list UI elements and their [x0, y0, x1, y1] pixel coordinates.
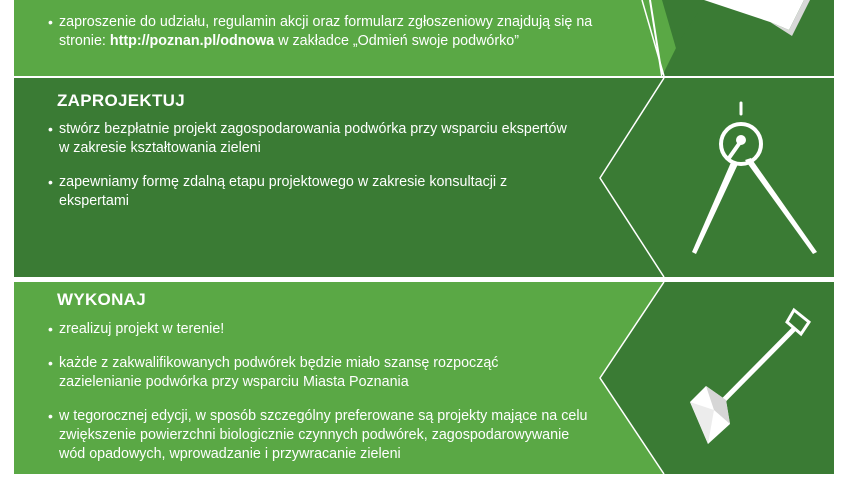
section-invite [14, 0, 834, 76]
section-execute [14, 282, 834, 474]
section-design-heading: ZAPROJEKTUJ [57, 91, 185, 110]
section-execute-heading: WYKONAJ [57, 290, 146, 309]
list-item: • zapewniamy formę zdalną etapu projektowego w zakresie konsultacji z ekspertami [48, 173, 579, 211]
bullet-text-tail: w zakładce „Odmień swoje podwórko” [274, 33, 519, 49]
list-item: • zrealizuj projekt w terenie! [48, 320, 559, 339]
odnowa-link[interactable]: http://poznan.pl/odnowa [109, 33, 275, 49]
section-execute-list [48, 320, 608, 464]
list-item: • stwórz bezpłatnie projekt zagospodarowania podwórka przy wsparciu ekspertów w zakresie kształtowania zieleni [48, 120, 579, 158]
section-invite-list [48, 13, 608, 51]
bullet-text: zaproszenie do udziału, regulamin akcji oraz formularz zgłoszeniowy znajdują się na stronie: [59, 14, 593, 49]
list-item [48, 13, 608, 51]
list-item: • każde z zakwalifikowanych podwórek będzie miało szansę rozpocząć zazielenianie podwórka przy wsparciu Miasta Poznania [48, 354, 579, 392]
section-design-list [48, 120, 608, 211]
list-item: • w tegorocznej edycji, w sposób szczególny preferowane są projekty mające na celu zwiększenie powierzchni biologicznie czynnych podwórek, zagospodarowywanie wód opadowych, wprowadzanie i przywracanie zieleni [48, 407, 599, 464]
section-design [14, 78, 834, 277]
